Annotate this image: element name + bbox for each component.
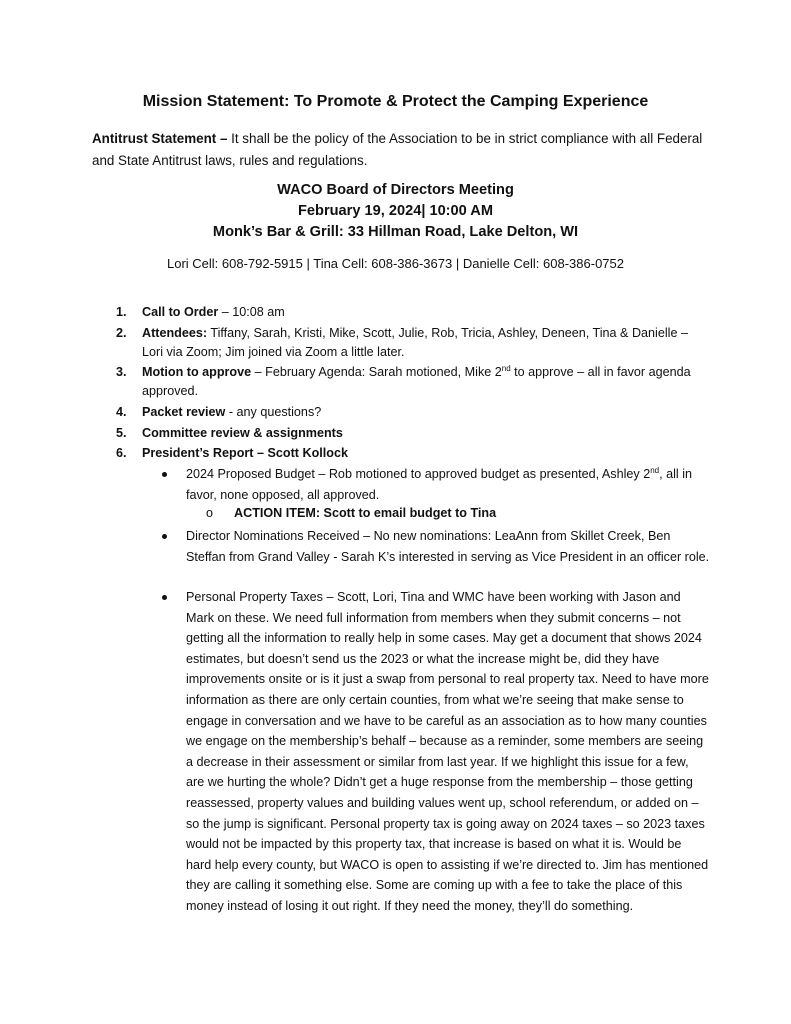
bullet-text: Director Nominations Received – No new nominations: LeaAnn from Skillet Creek, Ben Steffan from Grand Valley - Sarah K’s interested in serving as Vice President in an officer role.	[186, 529, 710, 564]
agenda-text: to approve – all in favor agenda approved.	[142, 365, 691, 398]
action-item	[206, 504, 706, 522]
agenda-text: – 10:08 am	[218, 305, 285, 319]
agenda-number: 1.	[116, 305, 127, 319]
agenda-number: 6.	[116, 446, 127, 460]
agenda-label: Attendees:	[142, 326, 208, 340]
bullet-dot	[162, 534, 167, 539]
agenda-item-motion	[116, 363, 706, 400]
antitrust-text: It shall be the policy of the Association to be in strict compliance with all Federal and State Antitrust laws, rules and regulations.	[92, 131, 703, 168]
meeting-location: Monk’s Bar & Grill: 33 Hillman Road, Lake Delton, WI	[212, 224, 579, 240]
bullet-nominations	[162, 526, 710, 567]
agenda-item-president-report	[116, 444, 706, 463]
agenda-label: Motion to approve	[142, 365, 252, 379]
meeting-title: WACO Board of Directors Meeting	[277, 182, 514, 198]
agenda-item-committee	[116, 424, 706, 443]
meeting-datetime: February 19, 2024| 10:00 AM	[298, 203, 493, 219]
agenda-item-packet-review	[116, 403, 706, 422]
agenda-item-attendees	[116, 324, 706, 361]
superscript: nd	[501, 363, 511, 373]
agenda-text: – February Agenda: Sarah motioned, Mike 2	[251, 365, 502, 379]
antitrust-label: Antitrust Statement –	[92, 131, 228, 146]
bullet-text: 2024 Proposed Budget – Rob motioned to approved budget as presented, Ashley 2	[186, 467, 651, 481]
bullet-property-taxes	[162, 587, 710, 917]
mission-statement: Mission Statement: To Promote & Protect the Camping Experience	[142, 93, 649, 110]
agenda-number: 5.	[116, 426, 127, 440]
agenda-label: Committee review & assignments	[142, 426, 343, 440]
bullet-budget	[162, 464, 710, 505]
agenda-item-call-to-order	[116, 303, 706, 322]
contact-numbers: Lori Cell: 608-792-5915 | Tina Cell: 608-386-3673 | Danielle Cell: 608-386-0752	[167, 256, 624, 271]
bullet-text: , all in favor, none opposed, all approved.	[186, 467, 693, 502]
agenda-number: 2.	[116, 326, 127, 340]
agenda-text: - any questions?	[225, 405, 322, 419]
agenda-text: Tiffany, Sarah, Kristi, Mike, Scott, Julie, Rob, Tricia, Ashley, Deneen, Tina & Danielle – Lori via Zoom; Jim joined via Zoom a little later.	[142, 326, 688, 359]
action-item-text: ACTION ITEM: Scott to email budget to Tina	[234, 506, 497, 520]
bullet-dot	[162, 472, 167, 477]
agenda-number: 4.	[116, 405, 127, 419]
bullet-dot	[162, 595, 167, 600]
bullet-text: Personal Property Taxes – Scott, Lori, Tina and WMC have been working with Jason and Mark on these. We need full information from members when they submit concerns – not getting all the information to really help in some cases. May get a document that shows 2024 estimates, but doesn’t send us the 2023 or what the increase might be, did they have improvements onsite or is it just a swap from personal to real property tax. Need to have more information as there are only certain counties, from what we’re seeing that make sense to engage in conversation and we have to be careful as an association as to how many counties we engage on the membership’s behalf – because as a reminder, some members are seeing a decrease in their assessment or similar from last year. If we highlight this issue for a few, are we hurting the whole? Didn’t get a huge response from the membership – those getting reassessed, property values and building values went up, school referendum, or added on – so the jump is significant. Personal property tax is going away on 2024 taxes – so 2023 taxes would not be impacted by this property tax, that increase is based on what it is. Would be hard help every county, but WACO is open to assisting if we’re directed to. Jim has mentioned they are calling it something else. Some are coming up with a fee to take the place of this money instead of losing it out right. If they need the money, they’ll do something.	[186, 590, 709, 913]
agenda-number: 3.	[116, 365, 127, 379]
circle-bullet: o	[206, 506, 214, 520]
agenda-label: President’s Report – Scott Kollock	[142, 446, 348, 460]
superscript: nd	[650, 465, 660, 475]
antitrust-statement	[92, 128, 712, 172]
agenda-label: Packet review	[142, 405, 226, 419]
agenda-label: Call to Order	[142, 305, 219, 319]
